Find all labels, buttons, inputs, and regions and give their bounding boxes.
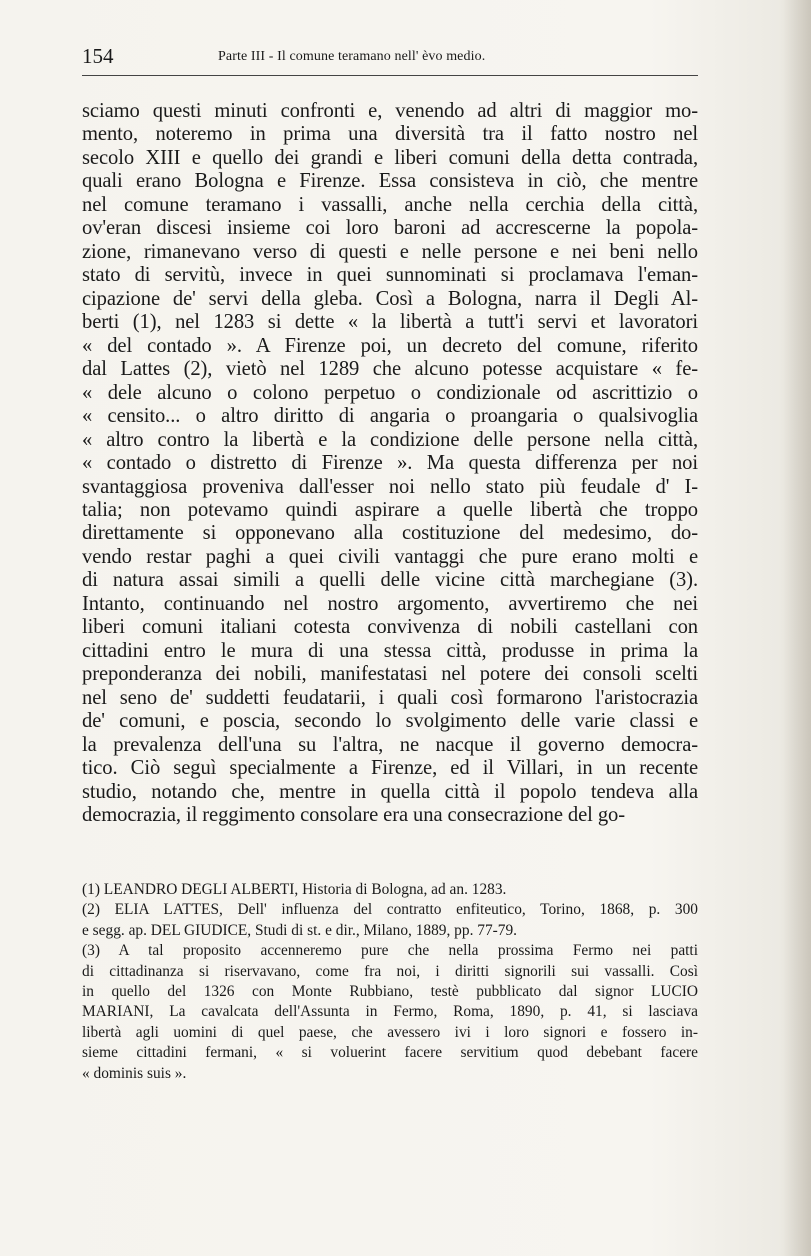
text-line: cittadini entro le mura di una stessa città, produsse in prima la	[82, 639, 698, 662]
text-line: liberi comuni italiani cotesta convivenza di nobili castellani con	[82, 616, 698, 639]
footnote-line: MARIANI, La cavalcata dell'Assunta in Fermo, Roma, 1890, p. 41, si lasciava	[82, 1003, 698, 1021]
text-line: « censito... o altro diritto di angaria o proangaria o qualsivoglia	[82, 405, 698, 428]
text-line: « altro contro la libertà e la condizione delle persone nella città,	[82, 428, 698, 451]
footnote-line: in quello del 1326 con Monte Rubbiano, testè pubblicato dal signor LUCIO	[82, 982, 698, 1000]
page-edge-shadow	[783, 0, 811, 1256]
text-line: nel comune teramano i vassalli, anche nella cerchia della città,	[82, 193, 698, 216]
footnote-line: sieme cittadini fermani, « si voluerint facere servitium quod debebant facere	[82, 1044, 698, 1062]
footnote-line: (2) ELIA LATTES, Dell' influenza del contratto enfiteutico, Torino, 1868, p. 300	[82, 901, 698, 919]
body-text	[82, 100, 698, 828]
text-line: quali erano Bologna e Firenze. Essa consisteva in ciò, che mentre	[82, 170, 698, 193]
text-line: nel seno de' suddetti feudatarii, i quali così formarono l'aristocrazia	[82, 686, 698, 709]
text-line: ov'eran discesi insieme coi loro baroni ad accrescerne la popola-	[82, 217, 698, 240]
text-line: talia; non potevamo quindi aspirare a quelle libertà che troppo	[82, 498, 698, 521]
text-line: zione, rimanevano verso di questi e nelle persone e nei beni nello	[82, 240, 698, 263]
text-line: direttamente si opponevano alla costituzione del medesimo, do-	[82, 522, 698, 545]
text-line: « contado o distretto di Firenze ». Ma questa differenza per noi	[82, 452, 698, 475]
footnote-line: (3) A tal proposito accenneremo pure che nella prossima Fermo nei patti	[82, 942, 698, 960]
text-line: de' comuni, e poscia, secondo lo svolgimento delle varie classi e	[82, 710, 698, 733]
footnotes	[82, 880, 698, 1084]
text-line: tico. Ciò seguì specialmente a Firenze, ed il Villari, in un recente	[82, 757, 698, 780]
text-line: berti (1), nel 1283 si dette « la libertà a tutt'i servi et lavoratori	[82, 311, 698, 334]
text-line: dal Lattes (2), vietò nel 1289 che alcuno potesse acquistare « fe-	[82, 358, 698, 381]
text-line: « dele alcuno o colono perpetuo o condizionale od ascrittizio o	[82, 381, 698, 404]
page-number: 154	[82, 44, 114, 68]
footnote-line: di cittadinanza si riservavano, come fra noi, i diritti signorili sui vassalli. Così	[82, 962, 698, 980]
page-header	[82, 44, 698, 72]
text-line: stato di servitù, invece in quei sunnominati si proclamava l'eman-	[82, 264, 698, 287]
text-line: di natura assai simili a quelli delle vicine città marchegiane (3).	[82, 569, 698, 592]
footnote-line: « dominis suis ».	[82, 1064, 187, 1082]
footnote-line: libertà agli uomini di quel paese, che avessero ivi i loro signori e fossero in-	[82, 1023, 698, 1041]
text-line: svantaggiosa proveniva dall'esser noi nello stato più feudale d' I-	[82, 475, 698, 498]
text-line: cipazione de' servi della gleba. Così a Bologna, narra il Degli Al-	[82, 287, 698, 310]
text-line: mento, noteremo in prima una diversità tra il fatto nostro nel	[82, 123, 698, 146]
text-line: preponderanza dei nobili, manifestatasi nel potere dei consoli scelti	[82, 663, 698, 686]
text-line: secolo XIII e quello dei grandi e liberi comuni della detta contrada,	[82, 146, 698, 169]
text-line: la prevalenza dell'una su l'altra, ne nacque il governo democra-	[82, 733, 698, 756]
text-line: vendo restar paghi a quei civili vantaggi che pure erano molti e	[82, 545, 698, 568]
text-line: Intanto, continuando nel nostro argomento, avvertiremo che nei	[82, 592, 698, 615]
text-line: « del contado ». A Firenze poi, un decreto del comune, riferito	[82, 334, 698, 357]
footnote-line: e segg. ap. DEL GIUDICE, Studi di st. e dir., Milano, 1889, pp. 77-79.	[82, 921, 518, 939]
text-line: democrazia, il reggimento consolare era una consecrazione del go-	[82, 804, 625, 827]
text-line: sciamo questi minuti confronti e, venendo ad altri di maggior mo-	[82, 100, 698, 122]
header-rule	[82, 75, 698, 76]
running-head: Parte III - Il comune teramano nell' èvo medio.	[218, 49, 486, 64]
footnote-line: (1) LEANDRO DEGLI ALBERTI, Historia di Bologna, ad an. 1283.	[82, 881, 507, 898]
text-line: studio, notando che, mentre in quella città il popolo tendeva alla	[82, 780, 698, 803]
